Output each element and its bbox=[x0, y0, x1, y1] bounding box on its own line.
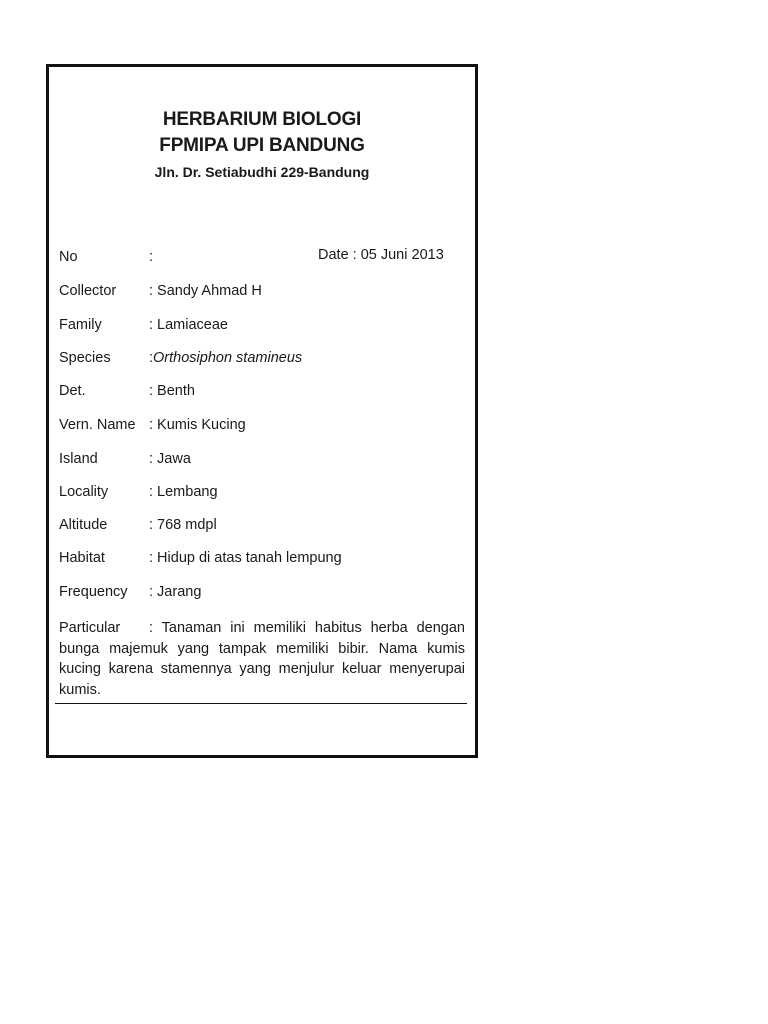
field-habitat bbox=[59, 549, 342, 567]
field-frequency-label: Frequency bbox=[59, 584, 128, 600]
field-family-value: : Lamiaceae bbox=[149, 317, 228, 333]
field-species-label: Species bbox=[59, 350, 111, 366]
institution-title-line1: HERBARIUM BIOLOGI bbox=[162, 109, 362, 130]
field-locality bbox=[59, 483, 218, 501]
field-altitude-value: : 768 mdpl bbox=[149, 517, 217, 533]
field-locality-label: Locality bbox=[59, 484, 109, 500]
field-collector-label: Collector bbox=[59, 283, 117, 299]
institution-address: Jln. Dr. Setiabudhi 229-Bandung bbox=[154, 164, 370, 180]
institution-title-line2: FPMIPA UPI BANDUNG bbox=[159, 135, 365, 156]
field-island-value: : Jawa bbox=[149, 451, 191, 467]
field-locality-value: : Lembang bbox=[149, 484, 218, 500]
field-species bbox=[59, 349, 302, 367]
field-no-value: : bbox=[149, 249, 154, 265]
field-island-label: Island bbox=[59, 451, 98, 467]
field-particular-value: : Tanaman ini memiliki habitus herba dengan bunga majemuk yang tampak memiliki bibir. Nama kumis kucing karena stamennya yang menjulur keluar menyerupai kumis. bbox=[59, 620, 465, 698]
field-species-value: Orthosiphon stamineus bbox=[153, 350, 303, 366]
field-no-label: No bbox=[59, 249, 78, 265]
field-species-colon: : bbox=[149, 350, 154, 366]
field-island bbox=[59, 450, 191, 468]
field-frequency-value: : Jarang bbox=[149, 584, 202, 600]
field-habitat-value: : Hidup di atas tanah lempung bbox=[149, 550, 342, 566]
field-collector-value: : Sandy Ahmad H bbox=[149, 283, 262, 299]
herbarium-label-card bbox=[46, 64, 478, 758]
field-family bbox=[59, 316, 228, 334]
field-det-value: : Benth bbox=[149, 383, 195, 399]
field-particular-label: Particular bbox=[59, 620, 121, 636]
field-vern-name-label: Vern. Name bbox=[59, 417, 136, 433]
field-habitat-label: Habitat bbox=[59, 550, 105, 566]
field-frequency bbox=[59, 583, 201, 601]
field-family-label: Family bbox=[59, 317, 102, 333]
bottom-divider-line bbox=[55, 703, 467, 704]
field-altitude-label: Altitude bbox=[59, 517, 108, 533]
field-vern-name bbox=[59, 416, 246, 434]
field-det bbox=[59, 382, 195, 400]
field-altitude bbox=[59, 516, 217, 534]
field-collector bbox=[59, 282, 262, 300]
field-date: Date : 05 Juni 2013 bbox=[318, 247, 444, 263]
field-particular bbox=[59, 618, 465, 700]
field-det-label: Det. bbox=[59, 383, 86, 399]
field-no bbox=[59, 248, 153, 266]
field-vern-name-value: : Kumis Kucing bbox=[149, 417, 246, 433]
